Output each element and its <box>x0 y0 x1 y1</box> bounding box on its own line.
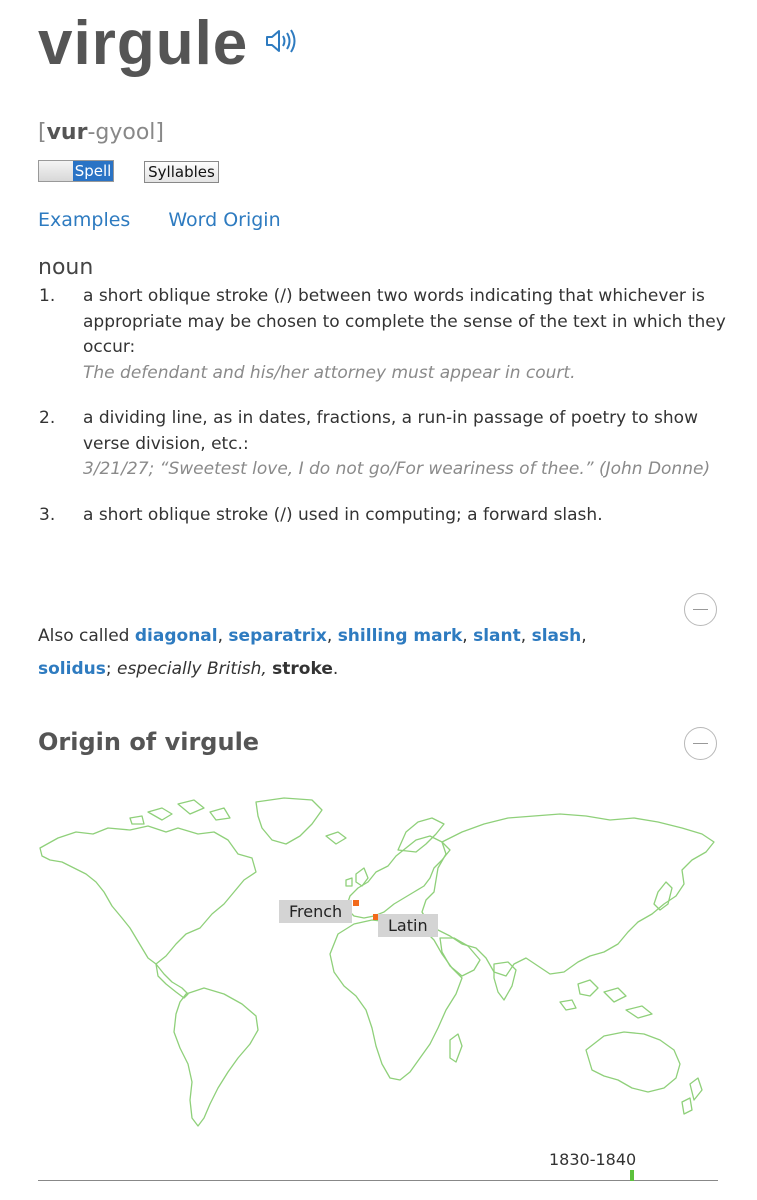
definition-number: 3. <box>39 504 56 525</box>
examples-link[interactable]: Examples <box>38 209 131 231</box>
synonym-link[interactable]: slash <box>531 626 582 646</box>
pronunciation: [vur-gyool] <box>38 120 165 145</box>
definition-number: 2. <box>39 408 56 428</box>
world-map <box>38 788 718 1138</box>
word-origin-link[interactable]: Word Origin <box>168 209 281 231</box>
origin-label-french: French <box>279 900 352 923</box>
british-term: stroke <box>272 659 333 679</box>
syllables-button[interactable]: Syllables <box>144 161 219 183</box>
timeline-marker[interactable] <box>630 1170 634 1181</box>
spell-toggle-label: Spell <box>74 162 112 180</box>
definition-list <box>38 284 728 548</box>
synonym-link[interactable]: solidus <box>38 659 106 679</box>
definition-example: The defendant and his/her attorney must appear in court. <box>83 362 576 383</box>
usage-label: especially British, <box>116 659 267 679</box>
definition-item <box>38 503 728 529</box>
definition-number: 1. <box>39 286 56 306</box>
definition-item <box>38 406 728 483</box>
synonym-link[interactable]: slant <box>473 626 521 646</box>
definition-text: a short oblique stroke (/) between two words indicating that whichever is appropriate may be chosen to complete the sense of the text in which they occur: <box>83 286 726 357</box>
definition-item <box>38 284 728 386</box>
synonym-link[interactable]: separatrix <box>228 626 327 646</box>
speaker-icon[interactable] <box>264 26 298 56</box>
origin-marker-french <box>353 900 359 906</box>
timeline-date-label: 1830-1840 <box>549 1150 637 1169</box>
definition-text: a dividing line, as in dates, fractions, a run-in passage of poetry to show verse division, etc.: <box>83 408 698 454</box>
spell-toggle[interactable] <box>38 160 114 182</box>
also-called: Also called diagonal, separatrix, shilling mark, slant, slash, solidus; especially British, stroke. <box>38 626 587 679</box>
synonym-link[interactable]: diagonal <box>134 626 218 646</box>
origin-title: Origin of virgule <box>38 728 260 756</box>
definition-text: a short oblique stroke (/) used in computing; a forward slash. <box>83 504 603 525</box>
timeline-axis <box>38 1180 718 1181</box>
origin-label-latin: Latin <box>378 914 438 937</box>
section-nav <box>38 209 319 231</box>
stressed-syllable: vur <box>46 120 88 145</box>
collapse-origin-icon[interactable] <box>684 727 717 760</box>
world-map-outline <box>38 788 718 1138</box>
headword: virgule <box>38 9 249 78</box>
synonym-link[interactable]: shilling mark <box>337 626 463 646</box>
definition-example: 3/21/27; “Sweetest love, I do not go/For weariness of thee.” (John Donne) <box>83 459 711 479</box>
part-of-speech: noun <box>38 255 94 280</box>
